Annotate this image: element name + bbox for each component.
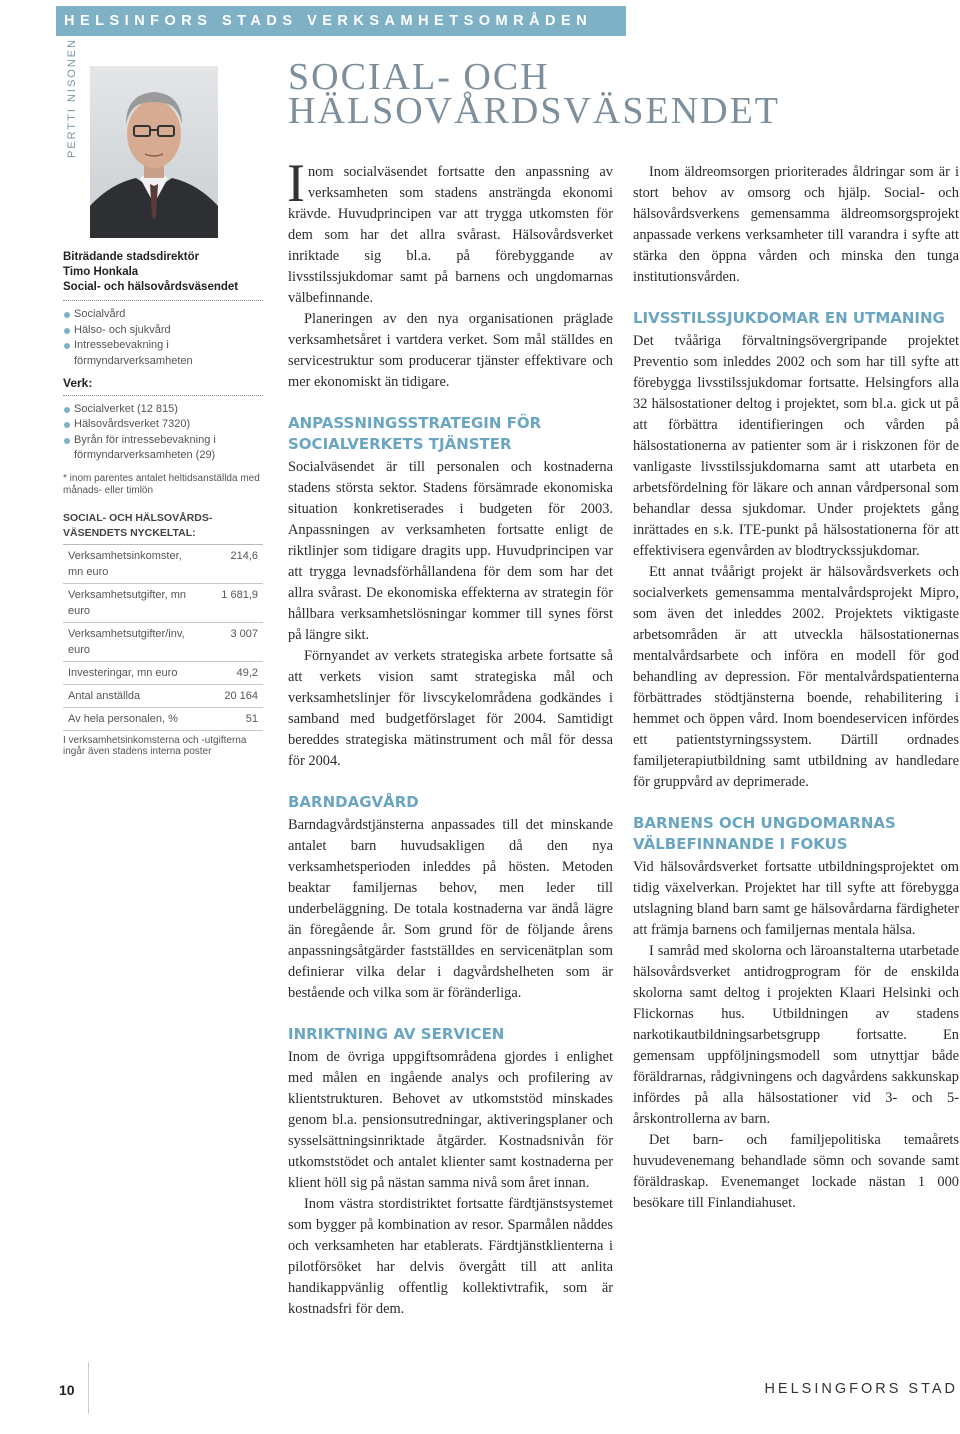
staff-note: * inom parentes antalet heltidsanställda med månads- eller timlön [63, 472, 260, 496]
kpi-label: Verksamhetsinkomster, mn euro [68, 549, 182, 578]
director-role: Biträdande stadsdirektör [63, 251, 200, 263]
drop-cap: I [287, 153, 305, 213]
table-row [63, 685, 263, 708]
paragraph: I samråd med skolorna och läroanstalterna utarbetade hälsovårdsverket antidrogprogram för de enskilda skolorna samt deltog i projekten Klaari Helsinki och Flickornas hus. Utbildningen av stadens narkotikautbildningsarbetsgrupp fortsatte. En gemensam uppföljningsmodell som utnyttjar både föräldrarnas, rådgivningens och dagvårdens sakkunskap infördes på alla hälsostationer vid 3- och 5-årskontrollerna av barn. [633, 943, 959, 1127]
list-item: Hälso- och sjukvård [63, 323, 263, 339]
section-heading: ANPASSNINGSSTRATEGIN FÖR SOCIALVERKETS TJÄNSTER [288, 414, 542, 453]
portrait-photo [90, 66, 218, 238]
paragraph: Det barn- och familjepolitiska temaårets huvudevenemang behandlade sömn och sovande samt föräldraskap. Evenemanget lockade nästan 1 000 besökare till Finlandiahuset. [633, 1132, 959, 1211]
kpi-label: Verksamhetsutgifter/inv, euro [68, 627, 185, 656]
paragraph: Vid hälsovårdsverket fortsatte utbildningsprojektet om tidig växelverkan. Projektet har till syfte att förebygga utslagning bland barn samt ge hälsovårdarna färdigheter att främja barnens och familjernas mentala hälsa. [633, 859, 959, 938]
kpi-value: 20 164 [224, 689, 258, 702]
director-department: Social- och hälsovårdsväsendet [63, 281, 239, 293]
footer-divider [88, 1362, 89, 1414]
kpi-label: Av hela personalen, % [68, 712, 178, 725]
kpi-value: 3 007 [230, 627, 258, 640]
table-row [63, 662, 263, 685]
table-row [63, 623, 263, 662]
kpi-value: 214,6 [230, 549, 258, 562]
photo-credit: PERTTI NISONEN [66, 37, 78, 158]
paragraph: Inom västra stordistriktet fortsatte färdtjänstsystemet som bygger på kombination av resor. Sparmålen nåddes och verksamheten har etablerats. Färdtjänstklienterna i pilotförsöket har delvis övergått till att anlita handikappvänlig offentlig kollektivtrafik, som är kostnadsfri för dem. [288, 1196, 613, 1317]
kpi-table [63, 545, 263, 731]
kpi-heading: SOCIAL- OCH HÄLSOVÅRDS-VÄSENDETS NYCKELTAL: [63, 511, 263, 545]
paragraph: Barndagvårdstjänsterna anpassades till det minskande antalet barn huvudsakligen då den nya verksamhetsperioden inleddes på hösten. Metoden beaktar familjernas behov, men leder till underbeläggning. De totala kostnaderna var ändå lägre än föregående år. Som grund för de följande årens anpassningsåtgärder fastställdes en servicenätplan som definierar vilka delar i dagvårdshelheten som är bestående och vilka som är föränderliga. [288, 817, 613, 1001]
verk-list [63, 402, 263, 464]
article-column-1 [287, 153, 613, 1320]
article-column-2 [633, 162, 959, 1214]
paragraph: Inom de övriga uppgiftsområdena gjordes i enlighet med målen en ingående analys och profilering av klientstrukturen. Behovet av utkomststöd minskades genom bl.a. pensionsutredningar, aktiveringsplaner och sysselsättningsinriktade åtgärder. Kostnadsnivån för utkomststödet och antalet klienter samt kostnaderna per klient höll sig på nästan samma nivå som året innan. [288, 1049, 613, 1191]
section-heading: INRIKTNING AV SERVICEN [288, 1025, 505, 1043]
director-block [63, 250, 263, 301]
intro-paragraph [287, 153, 613, 309]
page-number: 10 [59, 1382, 75, 1398]
kpi-value: 49,2 [236, 666, 258, 679]
section-heading: LIVSSTILSSJUKDOMAR EN UTMANING [633, 309, 945, 327]
paragraph: Planeringen av den nya organisationen präglade verksamhetsåret i vartdera verket. Som mål ställdes en servicestruktur som producerar tjänster effektivare och mer ekonomiskt än tidigare. [288, 311, 613, 390]
header-banner-text: HELSINFORS STADS VERKSAMHETSOMRÅDEN [64, 13, 593, 29]
table-row [63, 545, 263, 584]
paragraph: Det tvååriga förvaltningsövergripande projektet Preventio som inleddes 2002 och som har till syfte att förebygga livsstilssjukdomar fortsatte. Helsingfors alla 32 hälsostationer deltog i projektet, som bl.a. gick ut på att förbättra identifieringen och vården på hälsostationerna av patienter som är i riskzonen för de vanligaste livsstilssjukdomarna samt att utarbeta en arbetsfördelning för läkare och annan vårdpersonal som behandlar dessa sjukdomar. Under projektets gång inrättades en s.k. ITE-punkt på hälsostationerna för att effektivisera egenvården av blodtryckssjukdomar. [633, 333, 959, 559]
director-name: Timo Honkala [63, 266, 139, 278]
list-item: Byrån för intressebevakning i förmyndarverksamheten (29) [63, 433, 263, 464]
paragraph: Inom äldreomsorgen prioriterades åldringar som är i stort behov av omsorg och hjälp. Social- och hälsovårdsverkens gemensamma äldreomsorgsprojekt anpassade verkens verksamheter till varandra i syfte att stärka den öppna vården och minska den tunga institutionsvården. [633, 164, 959, 285]
paragraph: Ett annat tvåårigt projekt är hälsovårdsverkets och socialverkets gemensamma mentalvårdsprojekt Mipro, som även det inleddes 2002. Projektets viktigaste arbetsområden är att utveckla hälsostationernas mentalvårdsarbete och införa en modell för god behandling av depression. För mentalvårdspatienterna förbättrades stödtjänsterna boende, rehabilitering i hemmet och öppen vård. Inom boendeservicen infördes ett patientstyrningssystem. Därtill ordnades familjeterapiutbildning samt utbildning av handledare för gruppvård av deprimerade. [633, 564, 959, 790]
kpi-value: 51 [245, 712, 258, 725]
list-item: Hälsovårdsverket 7320) [63, 417, 263, 433]
header-banner [56, 6, 626, 36]
kpi-footnote: I verksamhetsinkomsterna och -utgifterna ingår även stadens interna poster [63, 734, 247, 757]
page-title [288, 56, 781, 132]
kpi-label: Investeringar, mn euro [68, 666, 178, 679]
title-line: SOCIAL- OCH [288, 56, 550, 98]
list-item: Socialvård [63, 307, 263, 323]
list-item: Intressebevakning i förmyndarverksamheten [63, 338, 263, 369]
paragraph: Förnyandet av verkets strategiska arbete fortsatte så att verkets vision samt strategiska mål och verksamhetslinjer för livscykelområdena godkändes i samband med budgetförslaget för 2004. Samtidigt bereddes strategiska mätinstrument och mål för dessa för 2004. [288, 648, 613, 769]
kpi-label: Antal anställda [68, 689, 141, 702]
verk-heading: Verk: [63, 376, 263, 396]
kpi-value: 1 681,9 [221, 588, 258, 601]
area-list [63, 307, 263, 369]
section-heading: BARNENS OCH UNGDOMARNAS VÄLBEFINNANDE I FOKUS [633, 814, 896, 853]
section-heading: BARNDAGVÅRD [288, 793, 419, 811]
paragraph: Socialväsendet är till personalen och kostnaderna stadens största sektor. Stadens försämrade ekonomiska situation konkretiserades i budgeten för 2003. Anpassningen av verksamheten fortsatte enligt de riktlinjer som tidigare dragits upp. Huvudprincipen var att trygga levnadsförhållandena för dem som har det allra svårast. De ekonomiska effekterna av strategin för hållbara verksamhetslösningar kommer till synes först på längre sikt. [288, 459, 613, 643]
table-row [63, 708, 263, 731]
intro-text: nom socialväsendet fortsatte den anpassning av verksamheten som stadens ansträngda ekonomi krävde. Huvudprincipen var att trygga utkomsten för dem som har det allra svårast. Hälsovårdsverket inriktade sig bl.a. på förebyggande av livsstilssjukdomar samt på barnens och ungdomarnas välbefinnande. [288, 164, 613, 306]
footer-brand: HELSINGFORS STAD [764, 1381, 958, 1397]
title-line: HÄLSOVÅRDSVÄSENDET [288, 90, 781, 132]
kpi-label: Verksamhetsutgifter, mn euro [68, 588, 186, 617]
list-item: Socialverket (12 815) [63, 402, 263, 418]
table-row [63, 584, 263, 623]
sidebar-info [63, 250, 263, 758]
